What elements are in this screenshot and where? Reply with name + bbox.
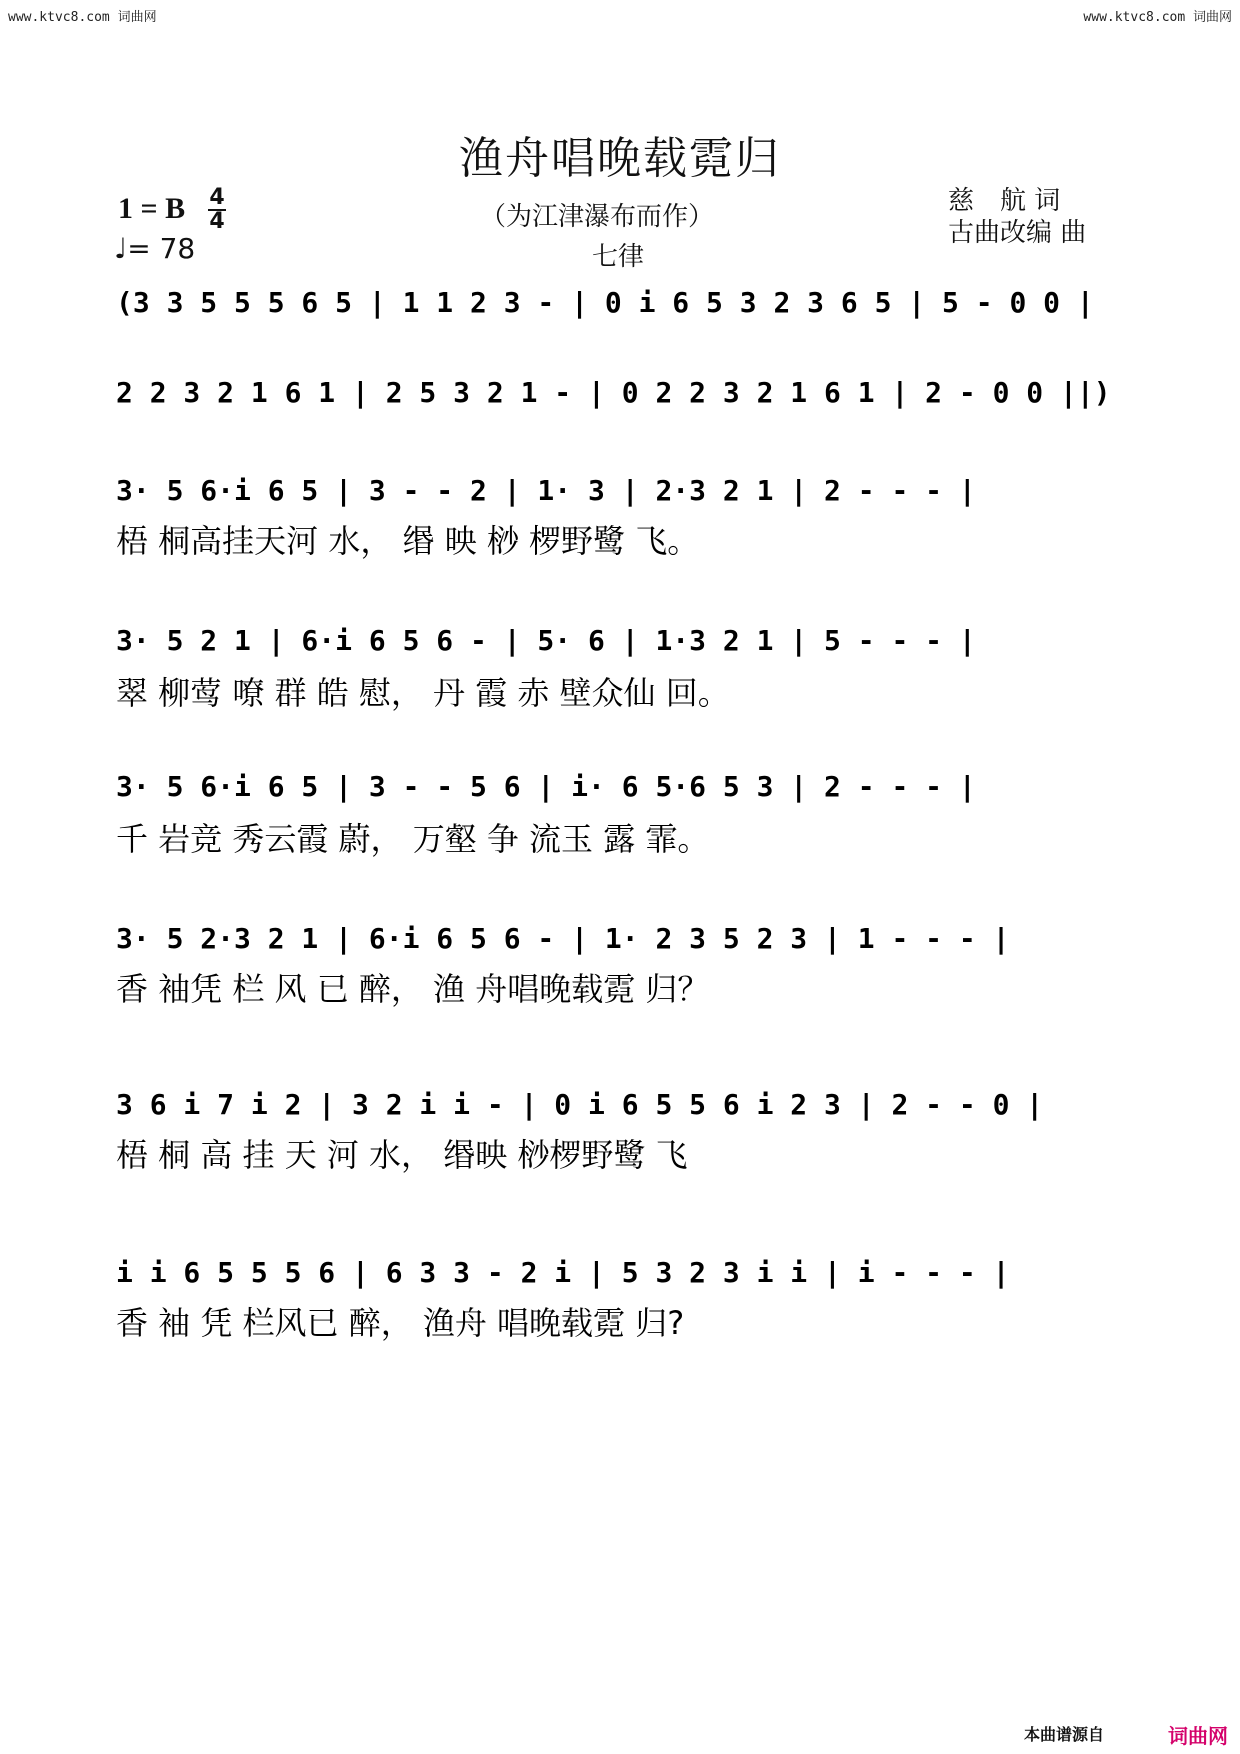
- time-denominator: 4: [209, 209, 225, 234]
- lyric-row: 梧 桐高挂天河 水， 缗 映 桫 椤野鹭 飞。: [116, 522, 700, 560]
- footer-logo: 词曲网: [1168, 1724, 1228, 1748]
- footer-source-text: 本曲谱源自: [1024, 1725, 1105, 1744]
- composer-credit: 古曲改编 曲: [948, 218, 1087, 248]
- notation-row: i i 6 5 5 5 6 | 6 3 3 - 2 i | 5 3 2 3 i i | i - - - |: [116, 1256, 1010, 1289]
- song-form: 七律: [592, 242, 645, 272]
- notation-row: 2 2 3 2 1 6 1 | 2 5 3 2 1 - | 0 2 2 3 2 1 6 1 | 2 - 0 0 ||): [116, 376, 1111, 409]
- notation-row: 3· 5 6·i 6 5 | 3 - - 2 | 1· 3 | 2·3 2 1 | 2 - - - |: [116, 474, 976, 507]
- notation-row: 3· 5 2 1 | 6·i 6 5 6 - | 5· 6 | 1·3 2 1 | 5 - - - |: [116, 624, 976, 657]
- lyric-row: 香 袖凭 栏 风 已 醉， 渔 舟唱晚载霓 归？: [116, 970, 710, 1008]
- time-numerator: 4: [209, 185, 225, 210]
- song-title: 渔舟唱晚载霓归: [459, 133, 781, 184]
- lyric-row: 香 袖 凭 栏风已 醉， 渔舟 唱晚载霓 归?: [116, 1304, 685, 1342]
- lyric-row: 千 岩竞 秀云霞 蔚， 万壑 争 流玉 露 霏。: [116, 820, 710, 858]
- notation-row: 3· 5 6·i 6 5 | 3 - - 5 6 | i· 6 5·6 5 3 | 2 - - - |: [116, 770, 976, 803]
- lyric-row: 梧 桐 高 挂 天 河 水， 缗映 桫椤野鹭 飞: [116, 1136, 688, 1174]
- key-signature: 1 = B: [118, 192, 186, 225]
- quarter-note-icon: ♩: [114, 232, 128, 265]
- header-site-right: www.ktvc8.com 词曲网: [1083, 10, 1232, 25]
- notation-row: (3 3 5 5 5 6 5 | 1 1 2 3 - | 0 i 6 5 3 2 3 6 5 | 5 - 0 0 |: [116, 286, 1094, 319]
- header-site-left: www.ktvc8.com 词曲网: [8, 10, 157, 25]
- lyricist-credit: 慈 航 词: [948, 186, 1061, 216]
- lyric-row: 翠 柳莺 嘹 群 皓 慰， 丹 霞 赤 壁众仙 回。: [116, 674, 730, 712]
- song-subtitle: （为江津瀑布而作）: [480, 202, 715, 232]
- notation-row: 3 6 i 7 i 2 | 3 2 i i - | 0 i 6 5 5 6 i 2 3 | 2 - - 0 |: [116, 1088, 1044, 1121]
- notation-row: 3· 5 2·3 2 1 | 6·i 6 5 6 - | 1· 2 3 5 2 3 | 1 - - - |: [116, 922, 1010, 955]
- tempo-value: = 78: [127, 232, 196, 265]
